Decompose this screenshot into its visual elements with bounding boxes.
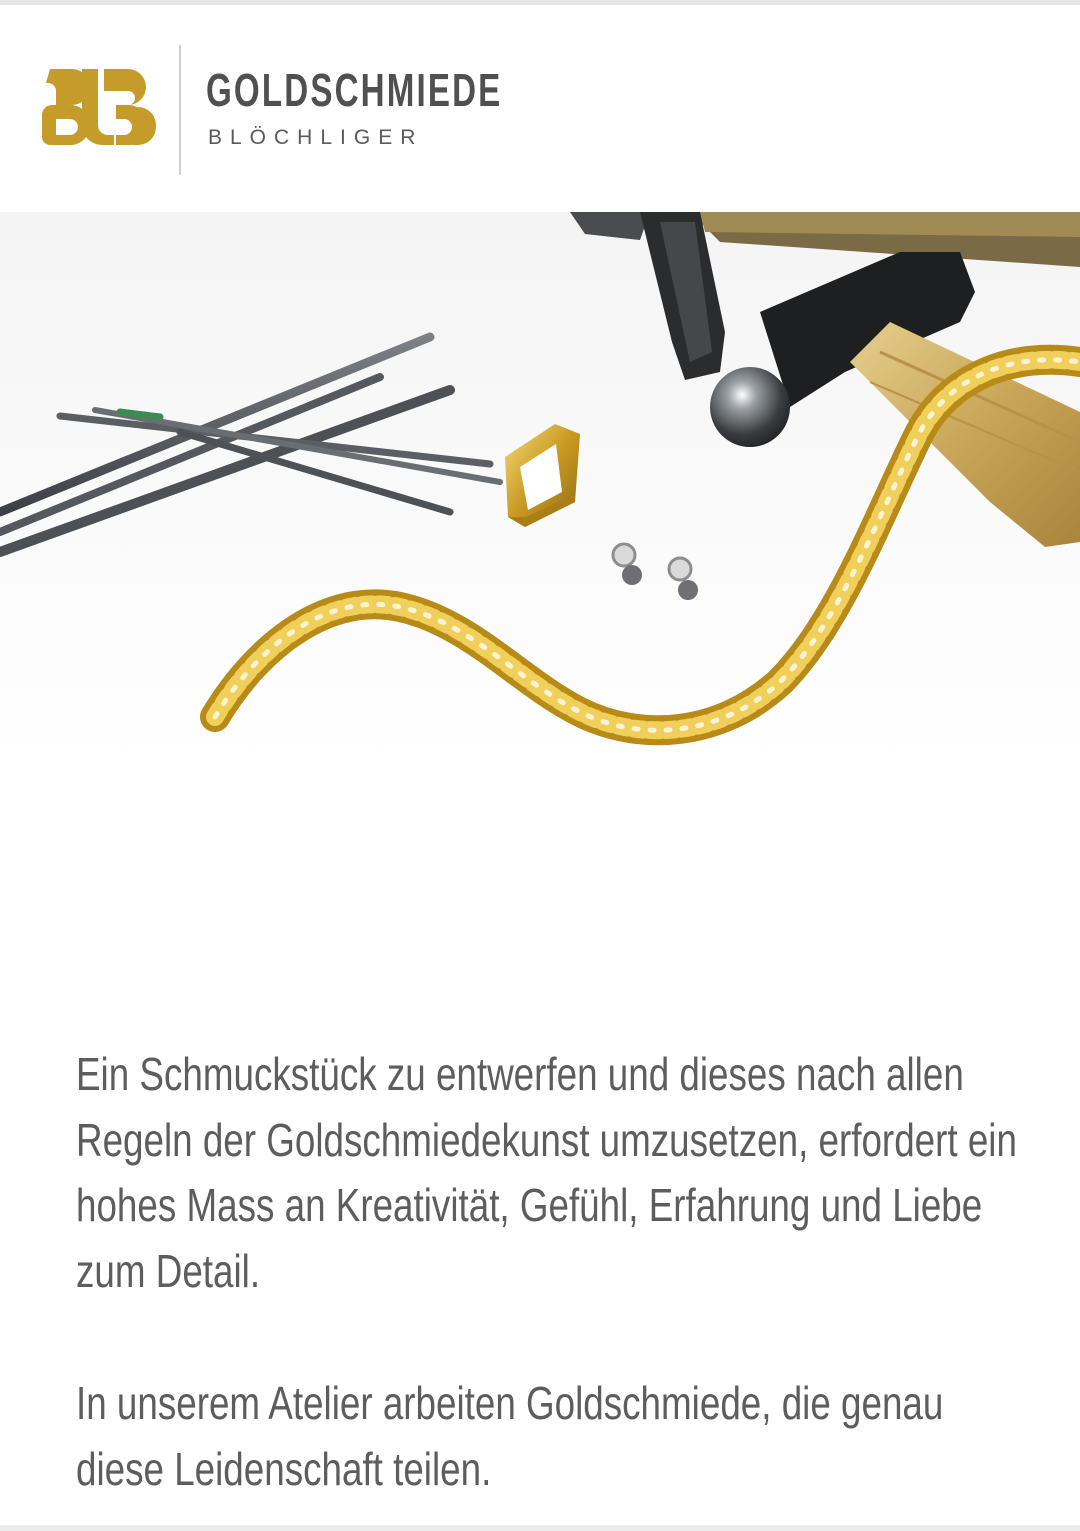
hero-image [0, 212, 1080, 767]
earrings [613, 544, 698, 600]
logo-divider [179, 45, 181, 175]
intro-paragraph-1: Ein Schmuckstück zu entwerfen und dieses nach allen Regeln der Goldschmiedekunst umzusetzen, erfordert ein hohes Mass an Kreativität, Gefühl, Erfahrung und Liebe zum Detail. [76, 1048, 1017, 1297]
bb-monogram-logo-icon [42, 67, 160, 147]
needle-files [0, 337, 500, 552]
site-header [0, 5, 1080, 210]
intro-text [76, 1042, 1036, 1502]
brand-subtitle: BLÖCHLIGER [208, 126, 424, 149]
home-logo-link[interactable] [42, 45, 512, 180]
gold-ring [505, 424, 580, 527]
brand-name: GOLDSCHMIEDE [206, 64, 503, 116]
bottom-border [0, 1525, 1080, 1531]
intro-paragraph-2: In unserem Atelier arbeiten Goldschmiede, die genau diese Leidenschaft teilen. [76, 1377, 944, 1495]
